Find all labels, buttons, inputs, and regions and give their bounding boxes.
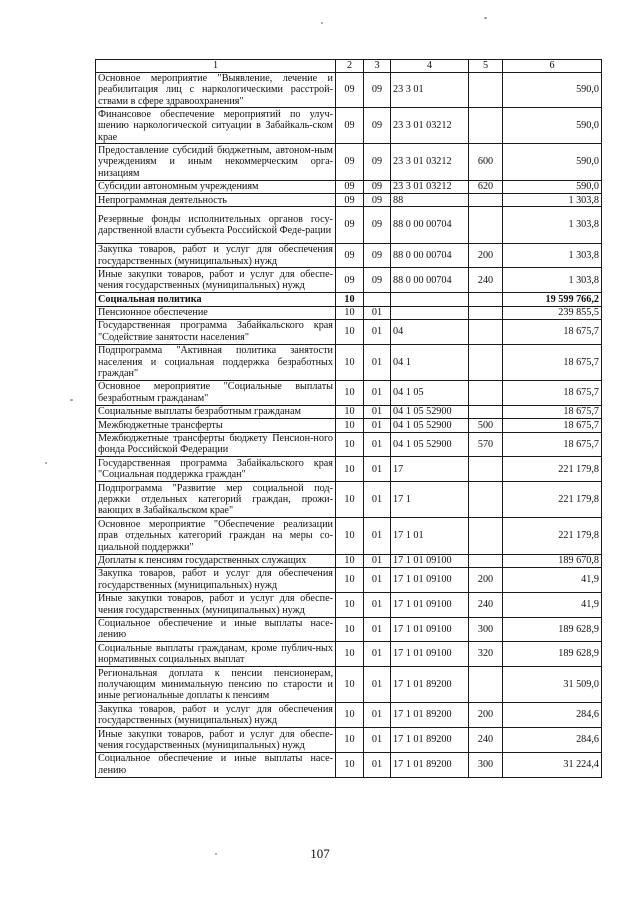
row-target-code: 17 1 01 — [391, 518, 469, 554]
row-subsection-code: 01 — [364, 432, 391, 457]
row-amount: 41,9 — [503, 567, 602, 592]
row-section-code: 09 — [336, 108, 364, 144]
row-expense-type — [469, 73, 503, 108]
row-expense-type: 300 — [469, 617, 503, 642]
row-description: Доплаты к пенсиям государственных служащих — [96, 554, 336, 567]
row-target-code: 04 1 05 52900 — [391, 432, 469, 457]
row-amount: 590,0 — [503, 180, 602, 193]
table-row — [96, 482, 602, 518]
row-amount: 18 675,7 — [503, 319, 602, 344]
row-section-code: 10 — [336, 617, 364, 642]
row-description: Социальные выплаты безработным гражданам — [96, 405, 336, 418]
row-expense-type — [469, 667, 503, 703]
row-description: Подпрограмма "Активная политика занятости населения и социальная поддержка безработных граждан" — [96, 344, 336, 380]
row-expense-type: 500 — [469, 419, 503, 432]
row-amount: 18 675,7 — [503, 344, 602, 380]
row-section-code: 10 — [336, 319, 364, 344]
row-expense-type: 240 — [469, 592, 503, 617]
row-section-code: 09 — [336, 207, 364, 243]
column-header-4: 4 — [391, 60, 469, 73]
row-subsection-code: 09 — [364, 194, 391, 207]
row-expense-type: 570 — [469, 432, 503, 457]
table-row — [96, 642, 602, 667]
row-subsection-code: 01 — [364, 380, 391, 405]
row-subsection-code: 01 — [364, 567, 391, 592]
row-section-code: 10 — [336, 567, 364, 592]
row-subsection-code: 09 — [364, 207, 391, 243]
row-section-code: 10 — [336, 703, 364, 728]
table-row — [96, 405, 602, 418]
row-expense-type — [469, 344, 503, 380]
table-row — [96, 268, 602, 293]
row-target-code: 88 0 00 00704 — [391, 268, 469, 293]
table-row — [96, 73, 602, 108]
row-amount: 221 179,8 — [503, 482, 602, 518]
row-expense-type: 300 — [469, 752, 503, 777]
row-section-code: 10 — [336, 344, 364, 380]
row-description: Государственная программа Забайкальского края "Социальная поддержка граждан" — [96, 457, 336, 482]
row-target-code: 17 1 01 89200 — [391, 752, 469, 777]
row-description: Региональная доплата к пенсии пенсионерам, получающим минимальную пенсию по старости и иные региональные доплаты к пенсиям — [96, 667, 336, 703]
row-expense-type: 600 — [469, 144, 503, 180]
table-row — [96, 319, 602, 344]
row-amount: 239 855,5 — [503, 306, 602, 319]
row-description: Социальные выплаты гражданам, кроме публич-ных нормативных социальных выплат — [96, 642, 336, 667]
row-expense-type: 200 — [469, 243, 503, 268]
row-target-code: 17 1 01 09100 — [391, 617, 469, 642]
row-amount: 189 670,8 — [503, 554, 602, 567]
row-description: Социальное обеспечение и иные выплаты насе-лению — [96, 617, 336, 642]
row-target-code — [391, 293, 469, 306]
row-section-code: 10 — [336, 419, 364, 432]
row-section-code: 09 — [336, 194, 364, 207]
table-row — [96, 306, 602, 319]
row-section-code: 10 — [336, 457, 364, 482]
row-target-code: 17 1 01 09100 — [391, 567, 469, 592]
table-row — [96, 457, 602, 482]
row-target-code: 23 3 01 03212 — [391, 144, 469, 180]
row-subsection-code: 01 — [364, 728, 391, 753]
row-amount: 221 179,8 — [503, 457, 602, 482]
row-target-code: 17 1 01 09100 — [391, 592, 469, 617]
row-target-code — [391, 306, 469, 319]
row-subsection-code: 01 — [364, 554, 391, 567]
row-expense-type — [469, 319, 503, 344]
budget-table — [95, 59, 602, 778]
column-header-1: 1 — [96, 60, 336, 73]
table-row — [96, 518, 602, 554]
row-amount: 284,6 — [503, 728, 602, 753]
row-description: Иные закупки товаров, работ и услуг для обеспе-чения государственных (муниципальных) нужд — [96, 268, 336, 293]
row-subsection-code: 01 — [364, 344, 391, 380]
row-expense-type — [469, 306, 503, 319]
row-expense-type — [469, 554, 503, 567]
row-expense-type: 200 — [469, 567, 503, 592]
row-subsection-code — [364, 293, 391, 306]
row-amount: 19 599 766,2 — [503, 293, 602, 306]
table-row — [96, 293, 602, 306]
row-subsection-code: 01 — [364, 419, 391, 432]
row-subsection-code: 01 — [364, 752, 391, 777]
row-description: Государственная программа Забайкальского края "Содействие занятости населения" — [96, 319, 336, 344]
row-target-code: 23 3 01 — [391, 73, 469, 108]
row-amount: 1 303,8 — [503, 243, 602, 268]
scan-speck — [321, 22, 323, 24]
row-description: Закупка товаров, работ и услуг для обеспечения государственных (муниципальных) нужд — [96, 703, 336, 728]
row-target-code: 17 — [391, 457, 469, 482]
row-description: Пенсионное обеспечение — [96, 306, 336, 319]
row-amount: 189 628,9 — [503, 617, 602, 642]
table-row — [96, 432, 602, 457]
row-expense-type: 240 — [469, 268, 503, 293]
row-section-code: 10 — [336, 482, 364, 518]
row-target-code: 88 0 00 00704 — [391, 243, 469, 268]
row-section-code: 10 — [336, 728, 364, 753]
row-target-code: 17 1 — [391, 482, 469, 518]
row-subsection-code: 01 — [364, 482, 391, 518]
table-row — [96, 194, 602, 207]
table-row — [96, 592, 602, 617]
row-section-code: 10 — [336, 667, 364, 703]
row-subsection-code: 09 — [364, 144, 391, 180]
row-expense-type — [469, 194, 503, 207]
row-amount: 221 179,8 — [503, 518, 602, 554]
row-amount: 18 675,7 — [503, 432, 602, 457]
table-row — [96, 703, 602, 728]
row-expense-type — [469, 405, 503, 418]
row-target-code: 04 1 05 52900 — [391, 405, 469, 418]
table-row — [96, 554, 602, 567]
row-amount: 1 303,8 — [503, 268, 602, 293]
row-target-code: 17 1 01 09100 — [391, 642, 469, 667]
row-subsection-code: 09 — [364, 180, 391, 193]
row-section-code: 10 — [336, 380, 364, 405]
row-target-code: 17 1 01 89200 — [391, 728, 469, 753]
row-target-code: 17 1 01 09100 — [391, 554, 469, 567]
row-amount: 18 675,7 — [503, 405, 602, 418]
row-description: Подпрограмма "Развитие мер социальной под-держки отдельных категорий граждан, прожи-вающих в Забайкальском крае" — [96, 482, 336, 518]
row-description: Закупка товаров, работ и услуг для обеспечения государственных (муниципальных) нужд — [96, 243, 336, 268]
row-section-code: 10 — [336, 405, 364, 418]
row-section-code: 10 — [336, 592, 364, 617]
row-amount: 31 509,0 — [503, 667, 602, 703]
row-subsection-code: 09 — [364, 73, 391, 108]
row-amount: 590,0 — [503, 108, 602, 144]
row-section-code: 09 — [336, 268, 364, 293]
row-amount: 41,9 — [503, 592, 602, 617]
row-expense-type — [469, 380, 503, 405]
row-description: Иные закупки товаров, работ и услуг для обеспе-чения государственных (муниципальных) нужд — [96, 592, 336, 617]
row-section-code: 09 — [336, 180, 364, 193]
row-expense-type: 240 — [469, 728, 503, 753]
row-section-code: 09 — [336, 144, 364, 180]
row-expense-type — [469, 108, 503, 144]
row-amount: 1 303,8 — [503, 194, 602, 207]
row-expense-type — [469, 457, 503, 482]
scan-speck — [45, 462, 47, 464]
row-amount: 590,0 — [503, 73, 602, 108]
row-subsection-code: 01 — [364, 642, 391, 667]
row-target-code: 04 1 05 — [391, 380, 469, 405]
row-expense-type: 200 — [469, 703, 503, 728]
row-description: Межбюджетные трансферты — [96, 419, 336, 432]
row-expense-type: 620 — [469, 180, 503, 193]
column-header-2: 2 — [336, 60, 364, 73]
table-row — [96, 344, 602, 380]
row-subsection-code: 01 — [364, 592, 391, 617]
table-header-row — [96, 60, 602, 73]
row-subsection-code: 01 — [364, 319, 391, 344]
row-amount: 31 224,4 — [503, 752, 602, 777]
row-section-code: 09 — [336, 73, 364, 108]
column-header-5: 5 — [469, 60, 503, 73]
row-target-code: 88 — [391, 194, 469, 207]
column-header-3: 3 — [364, 60, 391, 73]
row-subsection-code: 01 — [364, 457, 391, 482]
row-description: Финансовое обеспечение мероприятий по улуч-шению наркологической ситуации в Забайкаль-ском крае — [96, 108, 336, 144]
row-target-code: 17 1 01 89200 — [391, 667, 469, 703]
table-row — [96, 617, 602, 642]
row-subsection-code: 01 — [364, 703, 391, 728]
table-row — [96, 419, 602, 432]
row-expense-type — [469, 207, 503, 243]
table-row — [96, 180, 602, 193]
row-amount: 18 675,7 — [503, 380, 602, 405]
row-section-code: 10 — [336, 642, 364, 667]
row-subsection-code: 09 — [364, 108, 391, 144]
row-description: Иные закупки товаров, работ и услуг для обеспе-чения государственных (муниципальных) нужд — [96, 728, 336, 753]
row-description: Закупка товаров, работ и услуг для обеспечения государственных (муниципальных) нужд — [96, 567, 336, 592]
row-amount: 590,0 — [503, 144, 602, 180]
row-description: Субсидии автономным учреждениям — [96, 180, 336, 193]
row-section-code: 10 — [336, 554, 364, 567]
column-header-6: 6 — [503, 60, 602, 73]
scan-speck — [70, 399, 73, 401]
row-amount: 189 628,9 — [503, 642, 602, 667]
row-description: Межбюджетные трансферты бюджету Пенсион-ного фонда Российской Федерации — [96, 432, 336, 457]
row-subsection-code: 01 — [364, 518, 391, 554]
page-number: 107 — [310, 846, 330, 861]
table-row — [96, 207, 602, 243]
row-section-code: 10 — [336, 306, 364, 319]
row-section-code: 09 — [336, 243, 364, 268]
row-target-code: 23 3 01 03212 — [391, 180, 469, 193]
table-row — [96, 752, 602, 777]
row-expense-type: 320 — [469, 642, 503, 667]
table-row — [96, 728, 602, 753]
row-subsection-code: 01 — [364, 405, 391, 418]
row-subsection-code: 01 — [364, 306, 391, 319]
row-subsection-code: 09 — [364, 243, 391, 268]
table-row — [96, 243, 602, 268]
row-description: Резервные фонды исполнительных органов госу-дарственной власти субъекта Российской Феде-рации — [96, 207, 336, 243]
table-row — [96, 380, 602, 405]
row-section-code: 10 — [336, 432, 364, 457]
table-row — [96, 144, 602, 180]
row-description: Социальная политика — [96, 293, 336, 306]
row-expense-type — [469, 518, 503, 554]
scan-speck — [484, 17, 487, 19]
row-amount: 18 675,7 — [503, 419, 602, 432]
row-target-code: 04 1 05 52900 — [391, 419, 469, 432]
row-description: Предоставление субсидий бюджетным, автоном-ным учреждениям и иным некоммерческим орга-низациям — [96, 144, 336, 180]
table-row — [96, 567, 602, 592]
row-amount: 284,6 — [503, 703, 602, 728]
row-amount: 1 303,8 — [503, 207, 602, 243]
row-expense-type — [469, 482, 503, 518]
table-row — [96, 108, 602, 144]
row-target-code: 17 1 01 89200 — [391, 703, 469, 728]
row-target-code: 04 — [391, 319, 469, 344]
row-description: Основное мероприятие "Обеспечение реализации прав отдельных категорий граждан на меры со-циальной поддержки" — [96, 518, 336, 554]
row-subsection-code: 01 — [364, 667, 391, 703]
row-description: Основное мероприятие "Выявление, лечение и реабилитация лиц с наркологическими расстрой-ствами в сфере здравоохранения" — [96, 73, 336, 108]
table-row — [96, 667, 602, 703]
row-section-code: 10 — [336, 518, 364, 554]
row-subsection-code: 01 — [364, 617, 391, 642]
row-description: Социальное обеспечение и иные выплаты насе-лению — [96, 752, 336, 777]
row-target-code: 04 1 — [391, 344, 469, 380]
row-expense-type — [469, 293, 503, 306]
row-section-code: 10 — [336, 293, 364, 306]
row-description: Непрограммная деятельность — [96, 194, 336, 207]
row-section-code: 10 — [336, 752, 364, 777]
row-description: Основное мероприятие "Социальные выплаты безработным гражданам" — [96, 380, 336, 405]
row-target-code: 88 0 00 00704 — [391, 207, 469, 243]
row-target-code: 23 3 01 03212 — [391, 108, 469, 144]
row-subsection-code: 09 — [364, 268, 391, 293]
